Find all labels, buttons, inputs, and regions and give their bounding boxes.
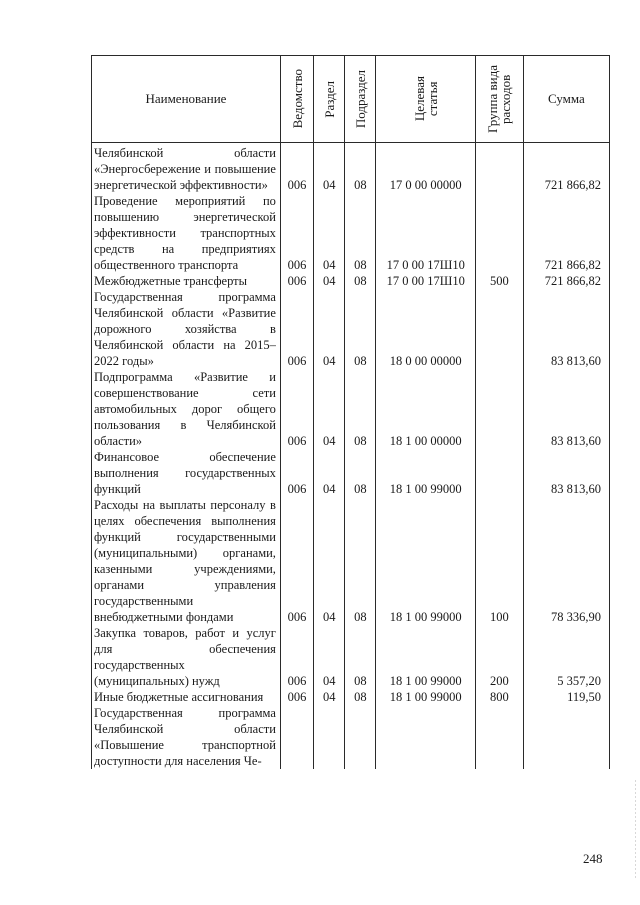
header-celevaya-statya-label: Целевая статья [411,76,440,122]
row-cel: 18 1 00 99000 [376,449,476,497]
row-podr: 08 [345,273,376,289]
row-sum: 721 866,82 [523,273,609,289]
header-razdel-label: Раздел [321,80,337,118]
row-ved: 006 [280,689,313,705]
row-ved: 006 [280,369,313,449]
row-grp [476,705,524,769]
table-row [92,625,610,689]
row-name: Расходы на выплаты персоналу в целях обеспечения выполнения функций государственными (муниципальными) органами, казенными учреждениями, органами управления государственными внебюджетными фондами [92,497,281,625]
row-cel [376,705,476,769]
table-row [92,273,610,289]
row-ved [280,705,313,769]
row-sum: 83 813,60 [523,289,609,369]
table-row [92,289,610,369]
table-row [92,143,610,194]
row-sum: 83 813,60 [523,449,609,497]
row-razd: 04 [314,449,345,497]
row-sum [523,705,609,769]
row-cel: 17 0 00 00000 [376,143,476,194]
header-name: Наименование [92,56,281,143]
row-podr: 08 [345,625,376,689]
row-podr: 08 [345,143,376,194]
table-row [92,497,610,625]
page-number: 248 [583,851,603,866]
row-ved: 006 [280,273,313,289]
row-cel: 17 0 00 17Ш10 [376,193,476,273]
row-razd: 04 [314,289,345,369]
row-grp [476,289,524,369]
row-name: Закупка товаров, работ и услуг для обеспечения государственных (муниципальных) нужд [92,625,281,689]
header-podrazdel [345,56,376,143]
row-podr: 08 [345,289,376,369]
row-sum: 5 357,20 [523,625,609,689]
row-podr [345,705,376,769]
row-ved: 006 [280,497,313,625]
header-podrazdel-label: Подраздел [352,69,368,129]
row-ved: 006 [280,449,313,497]
row-name: Финансовое обеспечение выполнения государственных функций [92,449,281,497]
row-sum: 119,50 [523,689,609,705]
row-razd: 04 [314,625,345,689]
row-ved: 006 [280,193,313,273]
table-row [92,193,610,273]
row-razd: 04 [314,143,345,194]
row-name: Подпрограмма «Развитие и совершенствование сети автомобильных дорог общего пользования в Челябинской области» [92,369,281,449]
header-vedomstvo-label: Ведомство [289,69,305,129]
table-row [92,369,610,449]
table-header [92,56,610,143]
row-podr: 08 [345,193,376,273]
row-razd: 04 [314,369,345,449]
row-name: Иные бюджетные ассигнования [92,689,281,705]
row-podr: 08 [345,689,376,705]
row-podr: 08 [345,449,376,497]
row-grp: 100 [476,497,524,625]
row-grp [476,369,524,449]
header-vedomstvo [280,56,313,143]
row-cel: 18 0 00 00000 [376,289,476,369]
row-grp [476,193,524,273]
header-summa: Сумма [523,56,609,143]
row-grp: 800 [476,689,524,705]
row-ved: 006 [280,143,313,194]
row-cel: 18 1 00 99000 [376,497,476,625]
table-row [92,705,610,769]
row-grp: 500 [476,273,524,289]
scan-edge-artifact [635,780,636,880]
header-razdel [314,56,345,143]
row-podr: 08 [345,369,376,449]
row-razd [314,705,345,769]
row-podr: 08 [345,497,376,625]
row-grp [476,143,524,194]
table-row [92,689,610,705]
table-body [92,143,610,770]
header-celevaya-statya [376,56,476,143]
row-cel: 17 0 00 17Ш10 [376,273,476,289]
row-razd: 04 [314,689,345,705]
row-name: Государственная программа Челябинской области «Развитие дорожного хозяйства в Челябинской области на 2015–2022 годы» [92,289,281,369]
row-sum: 721 866,82 [523,193,609,273]
header-gruppa-vida [476,56,524,143]
row-sum: 721 866,82 [523,143,609,194]
row-sum: 83 813,60 [523,369,609,449]
row-sum: 78 336,90 [523,497,609,625]
row-ved: 006 [280,289,313,369]
budget-table [91,55,610,769]
header-gruppa-vida-label: Группа вида расходов [485,65,514,133]
row-name: Проведение мероприятий по повышению энергетической эффективности транспортных средств на предприятиях общественного транспорта [92,193,281,273]
row-cel: 18 1 00 00000 [376,369,476,449]
row-grp [476,449,524,497]
row-name: Челябинской области «Энергосбережение и повышение энергетической эффективности» [92,143,281,194]
row-cel: 18 1 00 99000 [376,689,476,705]
row-grp: 200 [476,625,524,689]
row-razd: 04 [314,273,345,289]
row-ved: 006 [280,625,313,689]
row-cel: 18 1 00 99000 [376,625,476,689]
row-razd: 04 [314,497,345,625]
row-name: Межбюджетные трансферты [92,273,281,289]
row-razd: 04 [314,193,345,273]
row-name: Государственная программа Челябинской области «Повышение транспортной доступности для населения Че- [92,705,281,769]
table-row [92,449,610,497]
